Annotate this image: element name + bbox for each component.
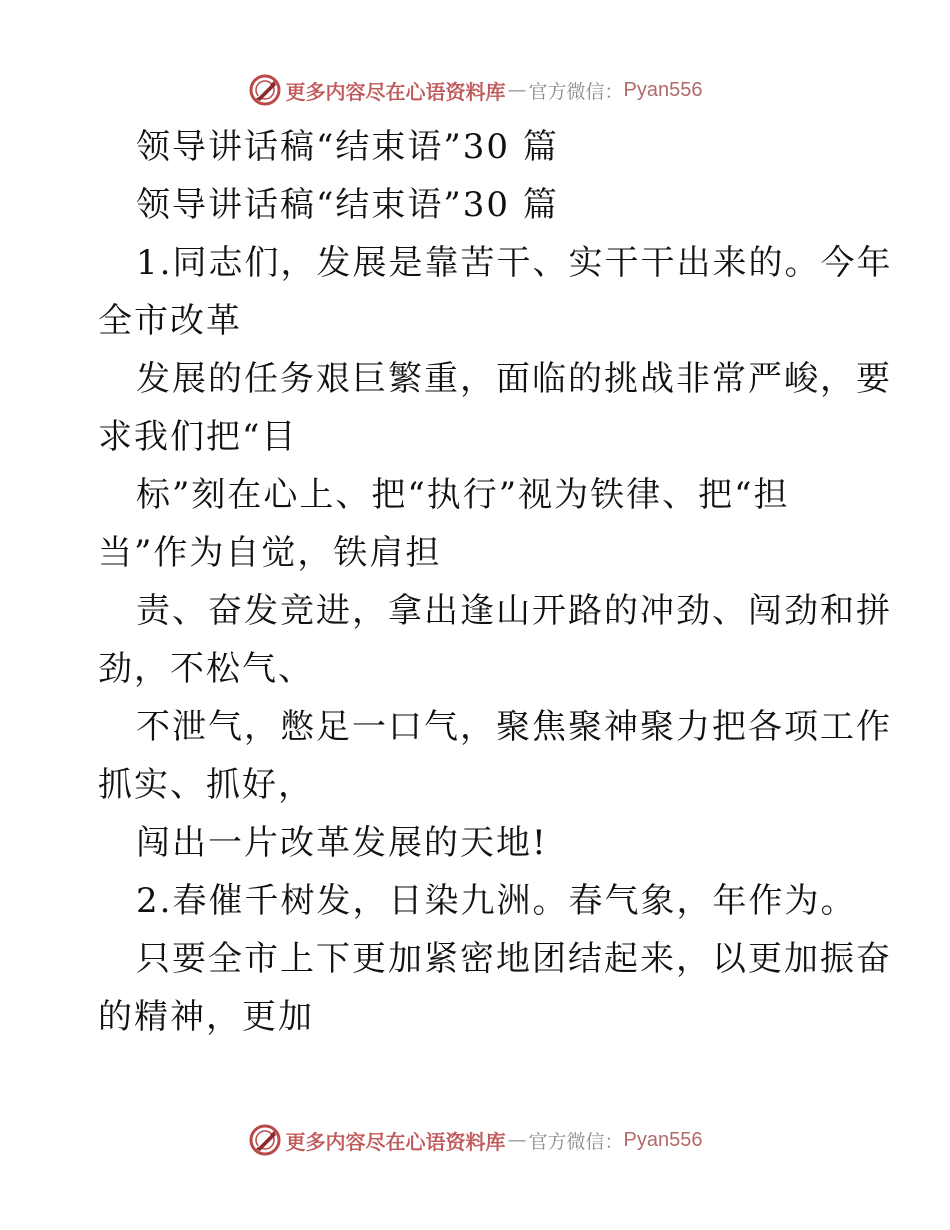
wechat-id: Pyan556	[623, 1128, 703, 1151]
text-line: 闯出一片改革发展的天地!	[136, 823, 548, 863]
document-body	[98, 118, 893, 1046]
quill-pen-circle-icon	[248, 1123, 282, 1157]
header-banner	[0, 70, 950, 110]
wechat-id: Pyan556	[623, 78, 703, 101]
separator: —	[507, 1129, 527, 1151]
separator: —	[507, 79, 527, 101]
text-line: 责、奋发竞进，拿出逢山开路的冲劲、闯劲和拼	[136, 591, 892, 631]
text-line: 全市改革	[98, 301, 242, 341]
text-line: 当”作为自觉，铁肩担	[98, 533, 442, 573]
text-line: 求我们把“目	[98, 417, 298, 457]
quill-pen-circle-icon	[248, 73, 282, 107]
text-line: 领导讲话稿“结束语”30 篇	[136, 127, 559, 167]
footer-banner	[0, 1120, 950, 1160]
text-line: 抓实、抓好，	[98, 765, 314, 805]
text-line: 不泄气，憋足一口气，聚焦聚神聚力把各项工作	[136, 707, 892, 747]
text-line: 的精神，更加	[98, 997, 314, 1037]
text-line: 1.同志们，发展是靠苦干、实干干出来的。今年	[136, 243, 893, 283]
text-line: 领导讲话稿“结束语”30 篇	[136, 185, 559, 225]
text-line: 2.春催千树发，日染九洲。春气象，年作为。	[136, 881, 857, 921]
text-line: 劲，不松气、	[98, 649, 314, 689]
text-line: 只要全市上下更加紧密地团结起来，以更加振奋	[136, 939, 892, 979]
wechat-label: 官方微信：	[528, 80, 624, 103]
text-line: 发展的任务艰巨繁重，面临的挑战非常严峻，要	[136, 359, 892, 399]
wechat-label: 官方微信：	[528, 1130, 624, 1153]
site-name: 更多内容尽在心语资料库	[285, 79, 506, 104]
text-line: 标”刻在心上、把“执行”视为铁律、把“担	[136, 475, 790, 515]
site-name: 更多内容尽在心语资料库	[285, 1129, 506, 1154]
